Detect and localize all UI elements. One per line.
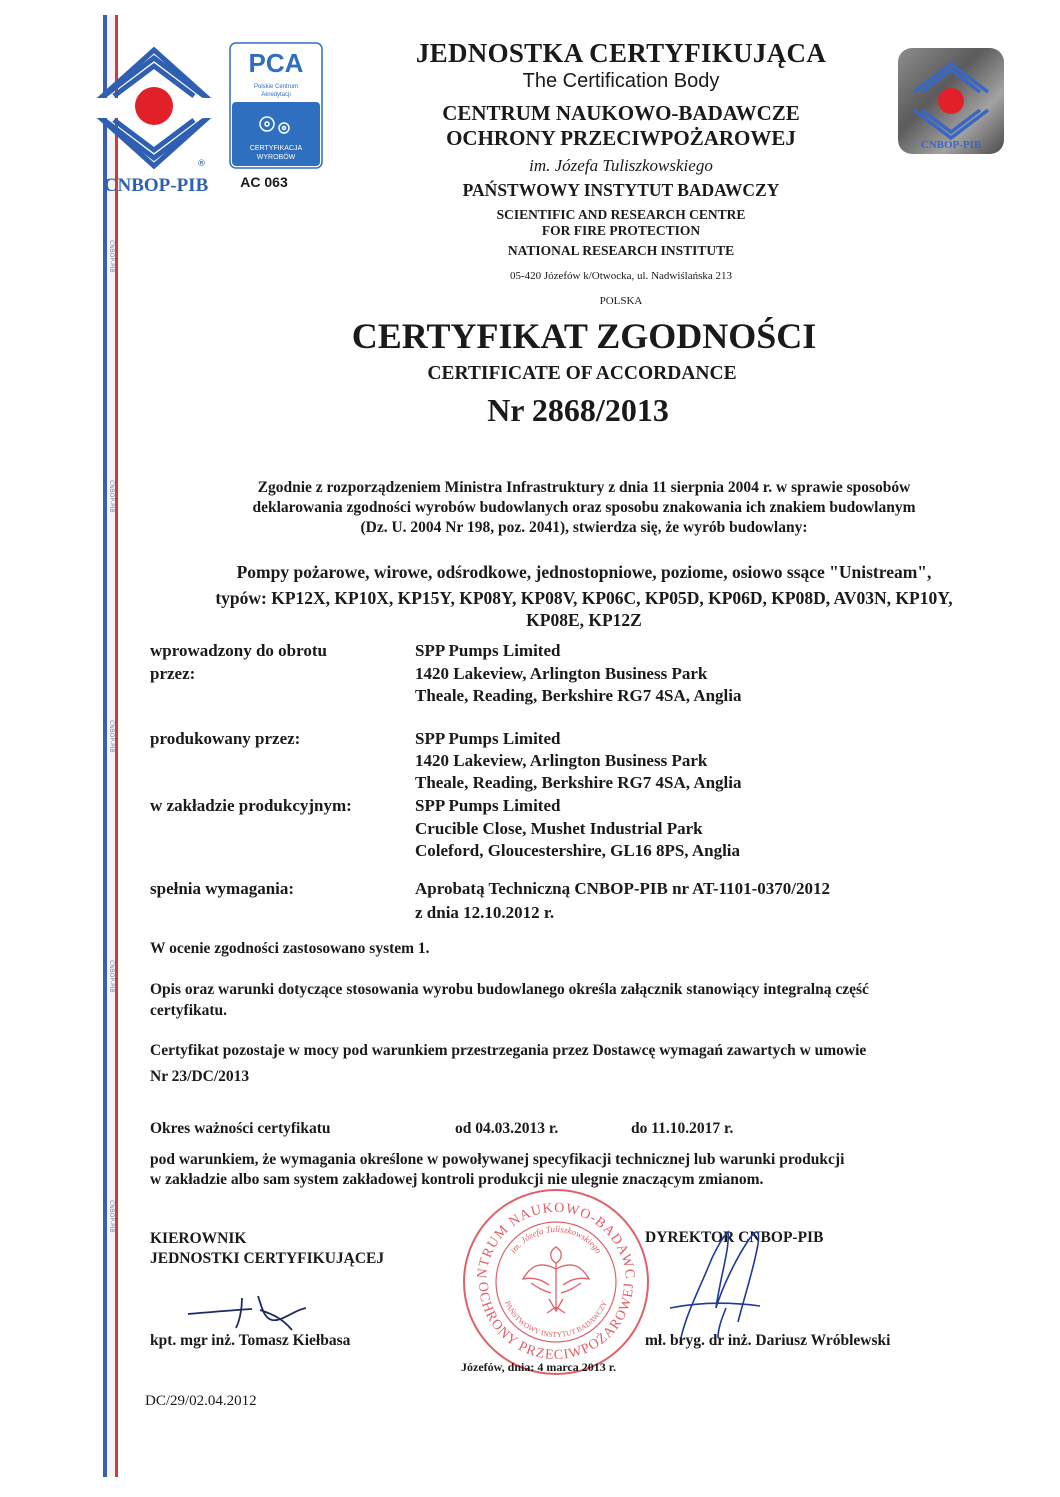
product-line: KP08E, KP12Z <box>526 610 642 630</box>
product-line: Pompy pożarowe, wirowe, odśrodkowe, jednostopniowe, poziome, osiowo ssące "Unistream", <box>236 562 932 582</box>
pca-subtitle-2: Akredytacji <box>261 92 291 98</box>
hologram-label: CNBOP-PIB <box>920 139 982 151</box>
introduced-label-1: wprowadzony do obrotu <box>150 641 327 660</box>
centre-name-line-2: OCHRONY PRZECIWPOŻAROWEJ <box>446 126 796 150</box>
pca-cert-2: WYROBÓW <box>256 154 296 161</box>
pca-cert-1: CERTYFIKACJA <box>249 145 303 152</box>
plant-value-line: Crucible Close, Mushet Industrial Park <box>415 819 703 838</box>
registered-mark: ® <box>197 159 206 169</box>
certification-body-subtitle: The Certification Body <box>522 70 720 92</box>
condition-line: pod warunkiem, że wymagania określone w powoływanej specyfikacji technicznej lub warunki produkcji <box>150 1151 845 1168</box>
left-handwritten-signature <box>182 1268 332 1338</box>
description-line: Opis oraz warunki dotyczące stosowania wyrobu budowlanego określa załącznik stanowiący integralną część <box>150 981 869 998</box>
svg-text:im. Józefa Tuliszkowskiego: im. Józefa Tuliszkowskiego <box>508 1223 604 1256</box>
pca-title: PCA <box>248 48 304 78</box>
introduced-label-2: przez: <box>150 664 196 683</box>
introduced-value-line: 1420 Lakeview, Arlington Business Park <box>415 664 708 683</box>
english-name-line-1: SCIENTIFIC AND RESEARCH CENTRE <box>496 207 746 222</box>
place-and-date: Józefów, dnia: 4 marca 2013 r. <box>461 1360 616 1374</box>
official-stamp <box>461 1187 651 1377</box>
stripe-microtext: CNBOP-PIB <box>108 1200 115 1233</box>
description-line: certyfikatu. <box>150 1002 228 1019</box>
centre-patron: im. Józefa Tuliszkowskiego <box>529 156 713 175</box>
stripe-microtext: CNBOP-PIB <box>108 720 115 753</box>
pca-accreditation-logo <box>229 42 326 190</box>
centre-address: 05-420 Józefów k/Otwocka, ul. Nadwiślańska 213 <box>509 270 733 282</box>
validity-from: od 04.03.2013 r. <box>455 1120 559 1137</box>
product-line: typów: KP12X, KP10X, KP15Y, KP08Y, KP08V, KP06C, KP05D, KP06D, KP08D, AV03N, KP10Y, <box>215 588 953 608</box>
certificate-title: CERTYFIKAT ZGODNOŚCI <box>351 316 817 356</box>
plant-label: w zakładzie produkcyjnym: <box>150 796 352 815</box>
stripe-microtext: CNBOP-PIB <box>108 240 115 273</box>
produced-value-line: Theale, Reading, Berkshire RG7 4SA, Anglia <box>415 773 742 792</box>
plant-value-line: Coleford, Gloucestershire, GL16 8PS, Anglia <box>415 841 741 860</box>
eagle-emblem-icon <box>523 1247 589 1313</box>
produced-value-line: SPP Pumps Limited <box>415 729 561 748</box>
certification-body-title: JEDNOSTKA CERTYFIKUJĄCA <box>415 38 827 68</box>
hologram-seal <box>898 48 1004 154</box>
cnbop-pib-logo <box>92 38 222 198</box>
left-signatory-name: kpt. mgr inż. Tomasz Kiełbasa <box>150 1332 351 1349</box>
centre-country: POLSKA <box>599 295 643 307</box>
validity-to: do 11.10.2017 r. <box>631 1120 734 1137</box>
introduced-value-line: Theale, Reading, Berkshire RG7 4SA, Anglia <box>415 686 742 705</box>
produced-value-line: 1420 Lakeview, Arlington Business Park <box>415 751 708 770</box>
right-signatory-title: DYREKTOR CNBOP-PIB <box>645 1229 824 1246</box>
certificate-title-english: CERTIFICATE OF ACCORDANCE <box>427 363 737 384</box>
requirements-value-line: Aprobatą Techniczną CNBOP-PIB nr AT-1101-0370/2012 <box>415 879 830 898</box>
right-handwritten-signature <box>660 1218 780 1348</box>
requirements-value-line: z dnia 12.10.2012 r. <box>415 903 555 922</box>
document-code: DC/29/02.04.2012 <box>145 1393 257 1409</box>
pca-subtitle-1: Polskie Centrum <box>253 84 299 90</box>
condition-line: w zakładzie albo sam system zakładowej kontroli produkcji nie ulegnie znaczącym zmianom. <box>150 1171 764 1188</box>
english-name-line-3: NATIONAL RESEARCH INSTITUTE <box>507 243 735 258</box>
validity-terms-line: Certyfikat pozostaje w mocy pod warunkiem przestrzegania przez Dostawcę wymagań zawartych w umowie <box>150 1042 867 1059</box>
english-name-line-2: FOR FIRE PROTECTION <box>541 223 701 238</box>
pca-code: AC 063 <box>240 174 288 190</box>
produced-label: produkowany przez: <box>150 729 301 748</box>
stripe-microtext: CNBOP-PIB <box>108 960 115 993</box>
left-signatory-title-2: JEDNOSTKI CERTYFIKUJĄCEJ <box>150 1250 385 1267</box>
intro-line: deklarowania zgodności wyrobów budowlanych oraz sposobu znakowania ich znakiem budowlanym <box>252 499 916 516</box>
svg-text:PAŃSTWOWY INSTYTUT BADAWCZY: PAŃSTWOWY INSTYTUT BADAWCZY <box>503 1299 610 1340</box>
left-stripe-red <box>115 15 118 1477</box>
right-signatory-name: mł. bryg. dr inż. Dariusz Wróblewski <box>645 1332 891 1349</box>
intro-line: Zgodnie z rozporządzeniem Ministra Infrastruktury z dnia 11 sierpnia 2004 r. w sprawie sposobów <box>257 479 911 496</box>
cnbop-logo-label: CNBOP-PIB <box>103 175 209 196</box>
requirements-label: spełnia wymagania: <box>150 879 295 898</box>
system-statement: W ocenie zgodności zastosowano system 1. <box>150 940 430 957</box>
stripe-microtext: CNBOP-PIB <box>108 480 115 513</box>
left-signatory-title-1: KIEROWNIK <box>150 1230 247 1247</box>
validity-label: Okres ważności certyfikatu <box>150 1120 331 1137</box>
introduced-value-line: SPP Pumps Limited <box>415 641 561 660</box>
centre-name-line-1: CENTRUM NAUKOWO-BADAWCZE <box>442 101 800 125</box>
validity-terms-line: Nr 23/DC/2013 <box>150 1068 250 1085</box>
plant-value-line: SPP Pumps Limited <box>415 796 561 815</box>
institute-name: PAŃSTWOWY INSTYTUT BADAWCZY <box>462 180 780 200</box>
svg-text:OCHRONY PRZECIWPOŻAROWEJ: OCHRONY PRZECIWPOŻAROWEJ <box>474 1281 638 1364</box>
certificate-number: Nr 2868/2013 <box>487 392 669 428</box>
svg-text:CENTRUM NAUKOWO-BADAWCZE: NTRUM NAUKOWO-BADAWC <box>474 1200 638 1281</box>
intro-line: (Dz. U. 2004 Nr 198, poz. 2041), stwierdza się, że wyrób budowlany: <box>360 519 808 536</box>
